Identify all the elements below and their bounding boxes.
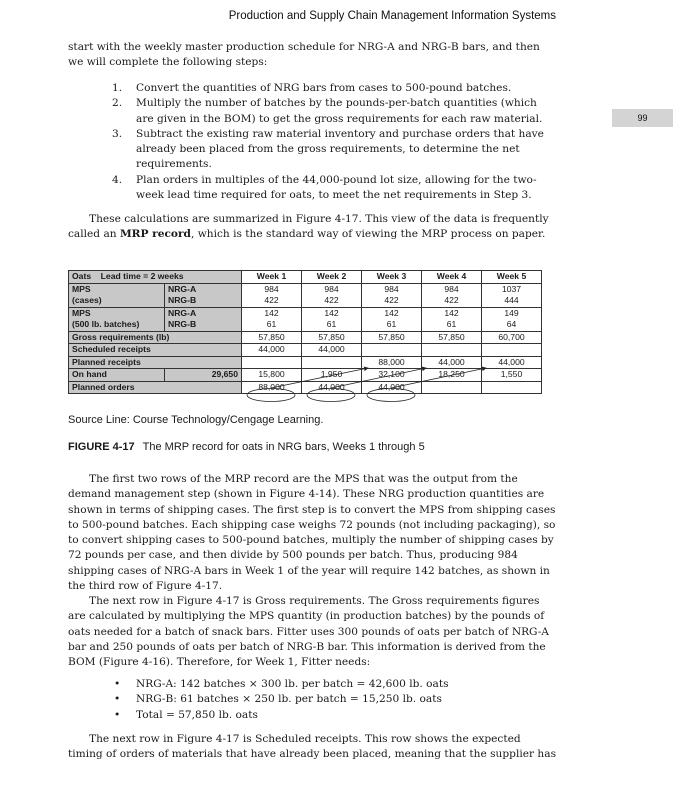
cell: 422 [302,295,362,307]
row-label: MPS [69,307,165,319]
cell: 61 [302,319,362,331]
cell: 984 [302,283,362,295]
summary-paragraph: These calculations are summarized in Figure 4-17. This view of the data is frequently called an MRP record, which is the standard way of viewing the MRP process on paper. [68,213,549,241]
list-item: • NRG-B: 61 batches × 250 lb. per batch = 15,250 lb. oats [114,693,442,706]
term-mrp-record: MRP record [119,228,191,241]
list-item: 4. Plan orders in multiples of the 44,000-pound lot size, allowing for the two-week lead time required for oats, to meet the net requirements in Step 3. [112,173,537,202]
row-label: On hand [69,369,165,382]
cell: 61 [362,319,422,331]
cell: 422 [362,295,422,307]
week-header: Week 2 [302,271,362,284]
cell: 57,850 [422,331,482,344]
cell: 984 [362,283,422,295]
order-arrows [68,270,541,403]
cell: 61 [242,319,302,331]
week-header: Week 4 [422,271,482,284]
cell: 44,000 [302,344,362,357]
row-label: Planned orders [69,381,242,394]
row-label: NRG-A [165,283,242,295]
cell: 88,000 [242,381,302,394]
cell: 57,850 [242,331,302,344]
cell: 57,850 [362,331,422,344]
cell: 44,000 [362,381,422,394]
running-head: Production and Supply Chain Management Information Systems [228,10,556,22]
cell: 422 [242,295,302,307]
source-line: Source Line: Course Technology/Cengage Learning. [68,414,324,426]
row-label: (cases) [69,295,165,307]
item-header: Oats Lead time = 2 weeks [69,271,242,284]
cell: 60,700 [482,331,542,344]
cell: 44,000 [302,381,362,394]
planned-order-circle [247,389,295,402]
row-label: (500 lb. batches) [69,319,165,331]
page-number: 99 [612,109,673,127]
initial-on-hand: 29,650 [165,369,242,382]
planned-order-circle [367,389,415,402]
figure-caption: FIGURE 4-17 The MRP record for oats in NRG bars, Weeks 1 through 5 [68,441,425,453]
cell: 64 [482,319,542,331]
cell: 44,000 [482,356,542,369]
paragraph-1: The first two rows of the MRP record are the MPS that was the output from the demand management step (shown in Figure 4-14). These NRG production quantities are shown in terms of shipping cases. The first step is to convert the MPS from shipping cases to 500-pound batches. Each shipping case weighs 72 pounds (not including packaging), so to convert shipping cases to 500-pound batches, multiply the number of shipping cases by 72 pounds per case, and then divide by 500 pounds per batch. Thus, producing 984 shipping cases of NRG-A bars in Week 1 of the year will require 142 batches, as shown in the third row of Figure 4-17. [68,473,556,593]
calc-list [92,677,449,723]
arrow-icon [391,368,486,388]
list-item: • Total = 57,850 lb. oats [114,708,258,721]
list-item: 3. Subtract the existing raw material inventory and purchase orders that have already been placed from the gross requirements, to determine the net requirements. [112,127,544,171]
cell: 61 [422,319,482,331]
steps-list [68,81,546,203]
row-label: MPS [69,283,165,295]
cell: 142 [362,307,422,319]
row-label: Gross requirements (lb) [69,331,242,344]
cell: 44,000 [422,356,482,369]
cell: 32,100 [362,369,422,382]
week-header: Week 1 [242,271,302,284]
cell: 444 [482,295,542,307]
intro-paragraph: start with the weekly master production schedule for NRG-A and NRG-B bars, and then we will complete the following steps: [68,41,540,69]
list-item: 1. Convert the quantities of NRG bars from cases to 500-pound batches. [112,82,512,94]
cell: 88,000 [362,356,422,369]
cell: 422 [422,295,482,307]
arrow-icon [271,368,368,388]
cell: 142 [422,307,482,319]
cell: 142 [242,307,302,319]
planned-order-circle [307,389,355,402]
cell: 984 [242,283,302,295]
row-label: NRG-B [165,319,242,331]
row-label: Planned receipts [69,356,242,369]
list-item: 2. Multiply the number of batches by the pounds-per-batch quantities (which are given in the BOM) to get the gross requirements for each raw material. [112,97,543,125]
cell: 149 [482,307,542,319]
cell: 1037 [482,283,542,295]
cell: 984 [422,283,482,295]
figure-label: FIGURE 4-17 [68,441,135,453]
paragraph-3: The next row in Figure 4-17 is Scheduled receipts. This row shows the expected timing of orders of materials that have already been placed, meaning that the supplier has [68,733,557,761]
row-label: NRG-A [165,307,242,319]
cell: 57,850 [302,331,362,344]
week-header: Week 3 [362,271,422,284]
paragraph-2: The next row in Figure 4-17 is Gross requirements. The Gross requirements figures are calculated by multiplying the MPS quantity (in production batches) by the pounds of oats needed for a batch of snack bars. Fitter uses 300 pounds of oats per batch of NRG-A bar and 250 pounds of oats per batch of NRG-B bar. This information is derived from the BOM (Figure 4-16). Therefore, for Week 1, Fitter needs: [68,595,549,669]
cell: 44,000 [242,344,302,357]
week-header: Week 5 [482,271,542,284]
cell: 1,950 [302,369,362,382]
row-label: Scheduled receipts [69,344,242,357]
list-item: • NRG-A: 142 batches × 300 lb. per batch = 42,600 lb. oats [114,678,449,690]
cell: 142 [302,307,362,319]
cell: 1,550 [482,369,542,382]
mrp-record-figure [68,270,541,403]
row-label: NRG-B [165,295,242,307]
arrow-icon [331,368,426,388]
cell: 18,250 [422,369,482,382]
cell: 15,800 [242,369,302,382]
